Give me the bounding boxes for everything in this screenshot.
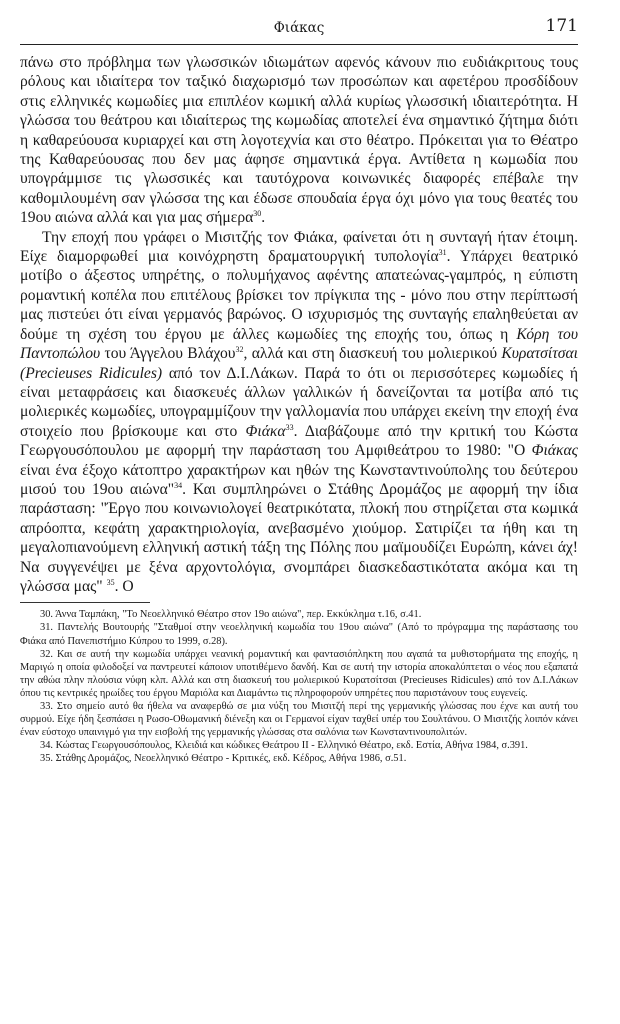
running-title: Φιάκας [273, 20, 325, 36]
paragraph-2: Την εποχή που γράφει ο Μισιτζής τον Φιάκα, φαίνεται ότι η συνταγή ήταν έτοιμη. Είχε διαμορφωθεί μια κοινόχρηστη δραματουργική τυπολογία$^{31}$. Υπάρχει θεατρικό μοτίβο ο άξεστος υπηρέτης, ο πολυμήχανος αφέντης απατεώνας-γαμπρός, η εύπιστη ρομαντική κοπέλα που επιτέλους βρίσκει τον πρίγκιπα της - μόνο που στην περίπτωσή μας πιστεύει ότι είναι γερμανός βαρώνος. Ο ισχυρισμός της συνταγής επαληθεύεται αν δούμε τη σχέση του έργου με άλλες κωμωδίες της εποχής του, όπως η Κόρη του Παντοπώλου του Άγγελου Βλάχου$^{32}$, αλλά και στη διασκευή του μολιερικού Κυρατσίτσαι (Precieuses Ridicules) από τον Δ.Ι.Λάκων. Παρά το ότι οι περισσότερες κωμωδίες ή είναι μεταφράσεις και διασκευές άλλων γαλλικών ή δανείζονται τα μοτίβα από τις μολιερικές κωμωδίες, υπογραμμίζουν την γαλλομανία που υπάρχει εκείνη την εποχή ένα στοιχείο που βρίσκουμε και στο Φιάκα$^{33}$. Διαβάζουμε από την κριτική του Κώστα Γεωργουσόπουλου με αφορμή την παράσταση του Αμφιθεάτρου το 1980: "Ο Φιάκας είναι ένα έξοχο κάτοπτρο χαρακτήρων και ηθών της Κωνσταντινούπολης του δεύτερου μισού του 19ου αιώνα"$^{34}$. Και συμπληρώνει ο Στάθης Δρομάζος με αφορμή την ίδια παράσταση: "Έργο που κοινωνιολογεί θεατρικότατα, πλοκή που στηρίζεται στα κωμικά απρόοπτα, κεφάτη χαρακτηριολογία, ανεβασμένο χιούμορ. Σατιρίζει τα ήθη και τη μεγαλοπιανούμενη ελληνική αστική τάξη της Πόλης που μαϊμουδίζει Ευρώπη, κάνει άχ! Να συγγενέψει με ξένα αρχοντολόγια, σνομπάρει διασκεδαστικότατα ακόμα και τη γλώσσα μας" $^{35}$. Ο [20, 228, 579, 595]
paragraph-1: πάνω στο πρόβλημα των γλωσσικών ιδιωμάτων αφενός κάνουν πιο ευδιάκριτους τους ρόλους και ιδιαίτερα τον ταξικό διαχωρισμό των προσώπων και αφετέρου προσδίδουν στις ελληνικές κωμωδίες μια επιπλέον κωμική αλλά κυρίως γλωσσική ιδιαιτερότητα. Η γλώσσα του θεάτρου και ιδιαίτερως της κωμωδίας αποτελεί ένα σημαντικό ζήτημα διότι η καθαρεύουσα κυριαρχεί και στη λογοτεχνία και στο θέατρο. Πρόκειται για το Θέατρο της Καθαρεύουσας που δεν μας άφησε σημαντικά έργα. Αντίθετα η κωμωδία που υπογράμμισε τις γλωσσικές και ταυτόχρονα κοινωνικές διαφορές επέβαλε την καθομιλουμένη σαν γλώσσα της και έδωσε σπουδαία έργα όχι μόνο για τους θεατές του 19ου αιώνα αλλά και για μας σήμερα$^{30}$. [20, 54, 578, 227]
footnotes [20, 608, 578, 765]
page-number: 171 [545, 16, 578, 36]
note-ref-35: 35 [106, 577, 115, 587]
footnote: 30. Άννα Ταμπάκη, "Το Νεοελληνικό Θέατρο στον 19ο αιώνα", περ. Εκκύκλημα τ.16, σ.41. [40, 609, 422, 621]
footnote: 35. Στάθης Δρομάζος, Νεοελληνικό Θέατρο - Κριτικές, εκδ. Κέδρος, Αθήνα 1986, σ.51. [40, 753, 407, 765]
note-ref-34: 34 [174, 480, 183, 490]
footnote: 32. Και σε αυτή την κωμωδία υπάρχει νεανική ρομαντική και φαντασιόπληκτη που αγαπά τα μυθιστορήματα της εποχής, η Μαριγώ η οποία φιλοδοξεί να παντρευτεί κάποιον υποτιθέμενο δανδή. Και σε αυτή την ιστορία αποκαλύπτεται ο νέος που εξαπατά την αθώα πλην πλούσια νύφη κλπ. Αλλά και στη διασκευή του μολιερικού Κυρατσίτσαι (Precieuses Ridicules) από τον Δ.Ι.Λάκων όπου τις κεντρικές ηρωίδες του έργου Μαριόλα και Διαμάντω τις πληροφορούν υπηρέτες που παριστάνουν τους ευγενείς. [20, 648, 578, 699]
work-title: Φιάκας [531, 442, 578, 460]
footnote-rule [20, 602, 150, 603]
footnote: 33. Στο σημείο αυτό θα ήθελα να αναφερθώ σε μια νύξη του Μισιτζή περί της γερμανικής γλώσσας που έχνε και αυτή του συρμού. Είχε ήδη ξεσπάσει η Ρωσο-Οθωμανική διένεξη και οι Γερμανοί είχαν ταχθεί υπέρ του Σουλτάνου. Ο Μισιτζής λοιπόν κάνει έναν εύστοχο υπαινιγμό για την εισβολή της γερμανικής γλώσσας στα σαλόνια των Κωνσταντινουπολιτών. [20, 701, 578, 739]
book-page [20, 14, 578, 766]
footnote: 34. Κώστας Γεωργουσόπουλος, Κλειδιά και κώδικες Θεάτρου ΙΙ - Ελληνικό Θέατρο, εκδ. Εστία, Αθήνα 1984, σ.391. [40, 740, 528, 752]
work-title: Φιάκα [245, 422, 286, 440]
note-ref-33: 33 [285, 422, 294, 432]
work-title: Κυρατσίτσαι (Precieuses Ridicules) [20, 345, 578, 382]
work-title: Κόρη του Παντοπώλου [20, 325, 578, 363]
main-text [20, 53, 578, 596]
header-rule [20, 44, 578, 45]
note-ref-31: 31 [438, 247, 447, 257]
note-ref-32: 32 [235, 344, 244, 354]
footnote: 31. Παντελής Βουτουρής "Σταθμοί στην νεοελληνική κωμωδία του 19ου αιώνα" (Από το πρόγραμμα της παράστασης του Φιάκα από Πανεπιστήμιο Κύπρου το 1999, σ.28). [20, 622, 578, 647]
note-ref-30: 30 [253, 209, 262, 219]
running-header [20, 14, 578, 44]
